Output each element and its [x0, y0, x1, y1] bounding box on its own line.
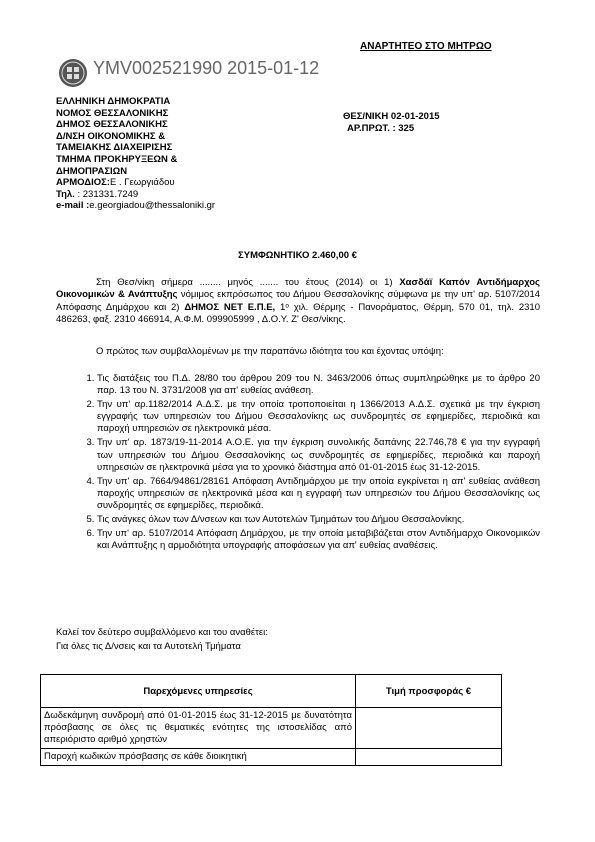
intro-text: 1ᵒ χιλ. Θέρμης - Πανοράματος, Θέρμη, 570 01, τηλ. 2310 486263, φαξ. 2310 466914, Α.Φ.Μ. 099905999 , Δ.Ο.Υ. Ζ' Θεσ/νίκης.: [56, 301, 540, 326]
phone: [56, 189, 215, 201]
registry-posting-label: ΑΝΑΡΤΗΤΕΟ ΣΤΟ ΜΗΤΡΩΟ: [360, 41, 492, 52]
intro-paragraph: [56, 277, 540, 327]
phone-value: : 231331.7249: [74, 188, 139, 200]
issuer-line: ΝΟΜΟΣ ΘΕΣΣΑΛΟΝΙΚΗΣ: [56, 107, 169, 119]
first-party-line: Ο πρώτος των συμβαλλομένων με την παραπάνω ιδιότητα του και έχοντας υπόψη:: [96, 346, 444, 357]
intro-text: Στη Θεσ/νίκη σήμερα ........ μηνός ....... του έτους (2014) οι 1): [96, 277, 400, 288]
email-value: e.georgiadou@thessaloniki.gr: [89, 200, 216, 212]
table-header-row: [41, 675, 502, 708]
second-party-name: ΔΗΜΟΣ NET Ε.Π.Ε,: [184, 301, 276, 313]
reference-block: [343, 111, 440, 135]
first-party-name: Χασδάϊ Καπόν Αντιδήμαρχος Οικονομικών & Ανάπτυξης: [56, 277, 540, 301]
issuer-line: ΕΛΛΗΝΙΚΗ ΔΗΜΟΚΡΑΤΙΑ: [56, 96, 171, 107]
consideration-item: 3. Την υπ' αρ. 1873/19-11-2014 Α.Ο.Ε. για την έγκριση συνολικής δαπάνης 22.746,78 € για την εγγραφή των υπηρεσιών του Δήμου Θεσσαλονίκης ως συνδρομητές σε εφημερίδες, περιοδικά και παροχή υπηρεσιών σε ηλεκτρονικά μέσα για το χρονικό διάστημα από 01-01-2015 έως 31-12-2015.: [97, 437, 540, 473]
protocol-number: ΑΡ.ΠΡΩΤ. : 325: [347, 123, 415, 134]
phone-label: Τηλ.: [56, 188, 75, 200]
considerations-list: [56, 373, 540, 554]
service-cell: Παροχή κωδικών πρόσβασης σε κάθε διοικητική: [41, 749, 356, 766]
consideration-item: 1. Τις διατάξεις του Π.Δ. 28/80 του άρθρου 209 του Ν. 3463/2006 όπως συμπληρώθηκε με το άρθρο 20 παρ. 13 του Ν. 3731/2008 για απ' ευθείας ανάθεση.: [97, 373, 540, 397]
services-table: [40, 674, 502, 766]
issuer-block: [56, 96, 215, 212]
contact-person: [56, 177, 215, 189]
issuer-line: Δ/ΝΣΗ ΟΙΚΟΝΟΜΙΚΗΣ &: [56, 130, 166, 142]
date-line: ΘΕΣ/ΝΙΚΗ 02-01-2015: [343, 111, 440, 122]
issuer-line: ΔΗΜΟΣ ΘΕΣΣΑΛΟΝΙΚΗΣ: [56, 119, 168, 131]
scope-line: Για όλες τις Δ/νσεις και τα Αυτοτελή Τμήματα: [56, 641, 241, 652]
services-column-header: Παρεχόμενες υπηρεσίες: [41, 675, 356, 708]
government-seal-icon: [58, 58, 88, 88]
document-id: ΥΜV002521990 2015-01-12: [93, 58, 320, 78]
consideration-item: 4. Την υπ' αρ. 7664/94861/28161 Απόφαση Αντιδημάρχου με την οποία εγκρίνεται η απ' ευθείας ανάθεση παροχής υπηρεσιών σε ηλεκτρονικά μέσα και η εγγραφή των υπηρεσιών του Δήμου Θεσσαλονίκης ως συνδρομητές σε εφημερίδες, περιοδικά.: [97, 476, 540, 512]
assignment-line: Καλεί τον δεύτερο συμβαλλόμενο και του αναθέτει:: [56, 627, 268, 638]
service-cell: Δωδεκάμηνη συνδρομή από 01-01-2015 έως 31-12-2015 με δυνατότητα πρόσβασης σε όλες τις θεματικές ενότητες της ιστοσελίδας από απεριόριστο αριθμό χρηστών: [41, 708, 356, 749]
contact-label: ΑΡΜΟΔΙΟΣ:: [56, 177, 110, 189]
email: [56, 200, 215, 212]
consideration-item: 5. Τις ανάγκες όλων των Δ/νσεων και των Αυτοτελών Τμημάτων του Δήμου Θεσσαλονίκης.: [97, 514, 540, 526]
intro-text: νόμιμος εκπρόσωπος του Δήμου Θεσσαλονίκης σύμφωνα με την υπ' αρ. 5107/2014 Απόφασης Δημάρχου και 2): [56, 289, 541, 313]
issuer-line: ΤΑΜΕΙΑΚΗΣ ΔΙΑΧΕΙΡΙΣΗΣ: [56, 142, 173, 154]
table-row: [41, 708, 502, 749]
price-cell: [356, 749, 502, 766]
consideration-item: 6. Την υπ' αρ. 5107/2014 Απόφαση Δημάρχου, με την οποία μεταβιβάζεται στον Αντιδήμαρχο Οικονομικών και Ανάπτυξης η αρμοδιότητα υπογραφής αποφάσεων για απ' ευθείας αναθέσεις.: [97, 528, 540, 552]
email-label: e-mail :: [56, 200, 90, 212]
contact-value: Ε . Γεωργιάδου: [109, 177, 175, 189]
table-row: [41, 749, 502, 766]
issuer-line: ΔΗΜΟΠΡΑΣΙΩΝ: [56, 165, 128, 177]
issuer-line: ΤΜΗΜΑ ΠΡΟΚΗΡΥΞΕΩΝ &: [56, 153, 178, 165]
consideration-item: 2. Την υπ' αρ.1182/2014 Α.Δ.Σ. με την οποία τροποποιείται η 1366/2013 Α.Δ.Σ. σχετικά με την έγκριση εγγραφής των υπηρεσιών του Δήμου Θεσσαλονίκης ως συνδρομητές σε εφημερίδες, περιοδικά και παροχή υπηρεσιών σε ηλεκτρονικά μέσα.: [97, 399, 540, 435]
price-column-header: Τιμή προσφοράς €: [356, 675, 502, 708]
price-cell: [356, 708, 502, 749]
contract-title: ΣΥΜΦΩΝΗΤΙΚΟ 2.460,00 €: [238, 250, 357, 261]
